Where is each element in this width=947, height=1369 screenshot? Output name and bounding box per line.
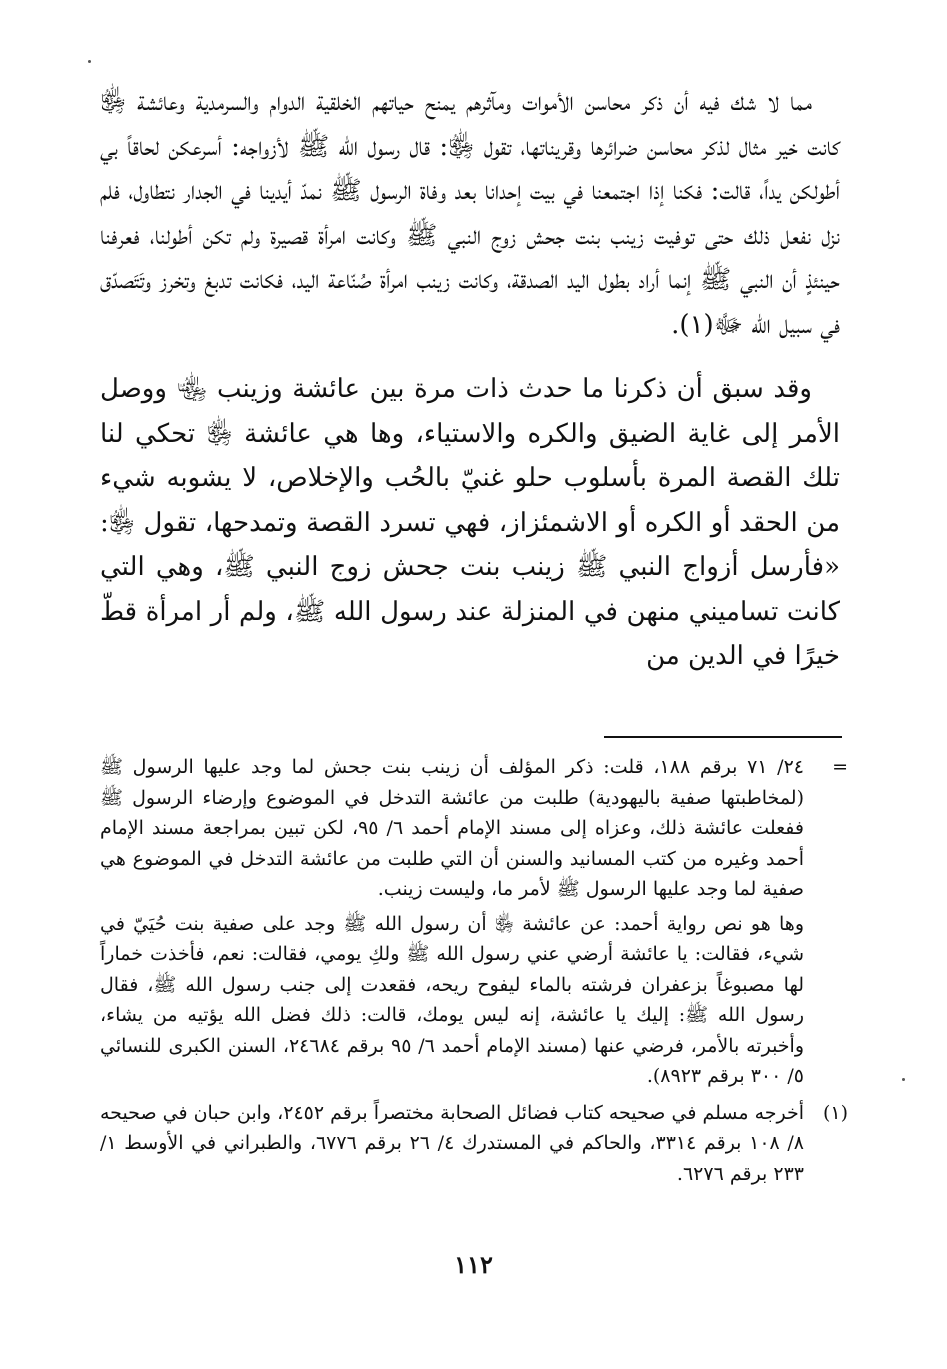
page-number: ١١٢ bbox=[454, 1250, 493, 1279]
footnote-marker: = bbox=[832, 756, 848, 778]
body-paragraph-text: مما لا شك فيه أن ذكر محاسن الأموات ومآثرهم يمنح حياتهم الخلقية الدوام والسرمدية وعائشة ﵂ كانت خير مثال لذكر محاسن ضرائرها وقريناتها، تقول ﵂: قال رسول الله ﷺ لأزواجه: أسرعكن لحاقاً بي أطولكن يداً، قالت: فكنا إذا اجتمعنا في بيت إحدانا بعد وفاة الرسول ﷺ نمدّ أيدينا في الجدار نتطاول، فلم نزل نفعل ذلك حتى توفيت زينب بنت جحش زوج النبي ﷺ وكانت امرأة قصيرة ولم تكن أطولنا، فعرفنا حينئذٍ أن النبي ﷺ إنما أراد بطول اليد الصدقة، وكانت زينب امرأة صُنّاعة اليد، فكانت تدبغ وتخرز وتَتَصدّق في سبيل الله ﷻ(١). bbox=[100, 87, 840, 340]
body-paragraph bbox=[100, 80, 840, 347]
footnotes bbox=[100, 752, 848, 1189]
footnote-paragraph: وها هو نص رواية أحمد: عن عائشة ﵂ أن رسول الله ﷺ وجد على صفية بنت حُيَيّ في شيء، فقالت: يا عائشة أرضي عني رسول الله ﷺ ولكِ يومي، فقالت: نعم، فأخذت خماراً لها مصبوغاً بزعفران فرشته بالماء ليفوح ريحه، فقعدت إلى جنب رسول الله ﷺ، فقال رسول الله ﷺ: إليك يا عائشة، إنه ليس يومك، قالت: ذلك فضل الله يؤتيه من يشاء، وأخبرته بالأمر، فرضي عنها (مسند الإمام أحمد ٦/ ٩٥ برقم ٢٤٦٨٤، السنن الكبرى للنسائي ٥/ ٣٠٠ برقم ٨٩٢٣). bbox=[100, 912, 804, 1087]
footnote-paragraph: أخرجه مسلم في صحيحه كتاب فضائل الصحابة مختصراً برقم ٢٤٥٢، وابن حبان في صحيحه ٨/ ١٠٨ برقم ٣٣١٤، والحاكم في المستدرك ٤/ ٢٦ برقم ٦٧٧٦، والطبراني في الأوسط ١/ ٢٣٣ برقم ٦٢٧٦. bbox=[100, 1101, 805, 1185]
body-paragraph-text: وقد سبق أن ذكرنا ما حدث ذات مرة بين عائشة وزينب ﵄ ووصل الأمر إلى غاية الضيق والكره والاستياء، وها هي عائشة ﵂ تحكي لنا تلك القصة المرة بأسلوب حلو غنيّ بالحُب والإخلاص، لا يشوبه شيء من الحقد أو الكره أو الاشمئزاز، فهي تسرد القصة وتمدحها، تقول ﵂: «فأرسل أزواج النبي ﷺ زينب بنت جحش زوج النبي ﷺ، وهي التي كانت تساميني منهن في المنزلة عند رسول الله ﷺ، ولم أر امرأة قطّ خيرًا في الدين من bbox=[100, 374, 840, 671]
body-paragraph bbox=[100, 367, 840, 679]
footnote-paragraph: ٢٤/ ٧١ برقم ١٨٨، قلت: ذكر المؤلف أن زينب بنت جحش لما وجد عليها الرسول ﷺ (لمخاطبتها صفية باليهودية) طلبت من عائشة التدخل في الموضوع وإرضاء الرسول ﷺ ففعلت عائشة ذلك، وعزاه إلى مسند الإمام أحمد ٦/ ٩٥، لكن تبين بمراجعة مسند الإمام أحمد وغيره من كتب المسانيد والسنن أن التي طلبت من عائشة التدخل في الموضوع هي صفية لما وجد عليها الرسول ﷺ لأمر ما، وليست زينب. bbox=[100, 756, 804, 900]
footnote-1 bbox=[100, 1098, 848, 1190]
scan-speck bbox=[902, 1078, 905, 1081]
scan-speck bbox=[88, 60, 91, 63]
footnote-continued bbox=[100, 752, 848, 1092]
main-text bbox=[100, 80, 840, 679]
footnote-separator bbox=[604, 736, 842, 738]
footnote-marker: (١) bbox=[822, 1101, 848, 1124]
